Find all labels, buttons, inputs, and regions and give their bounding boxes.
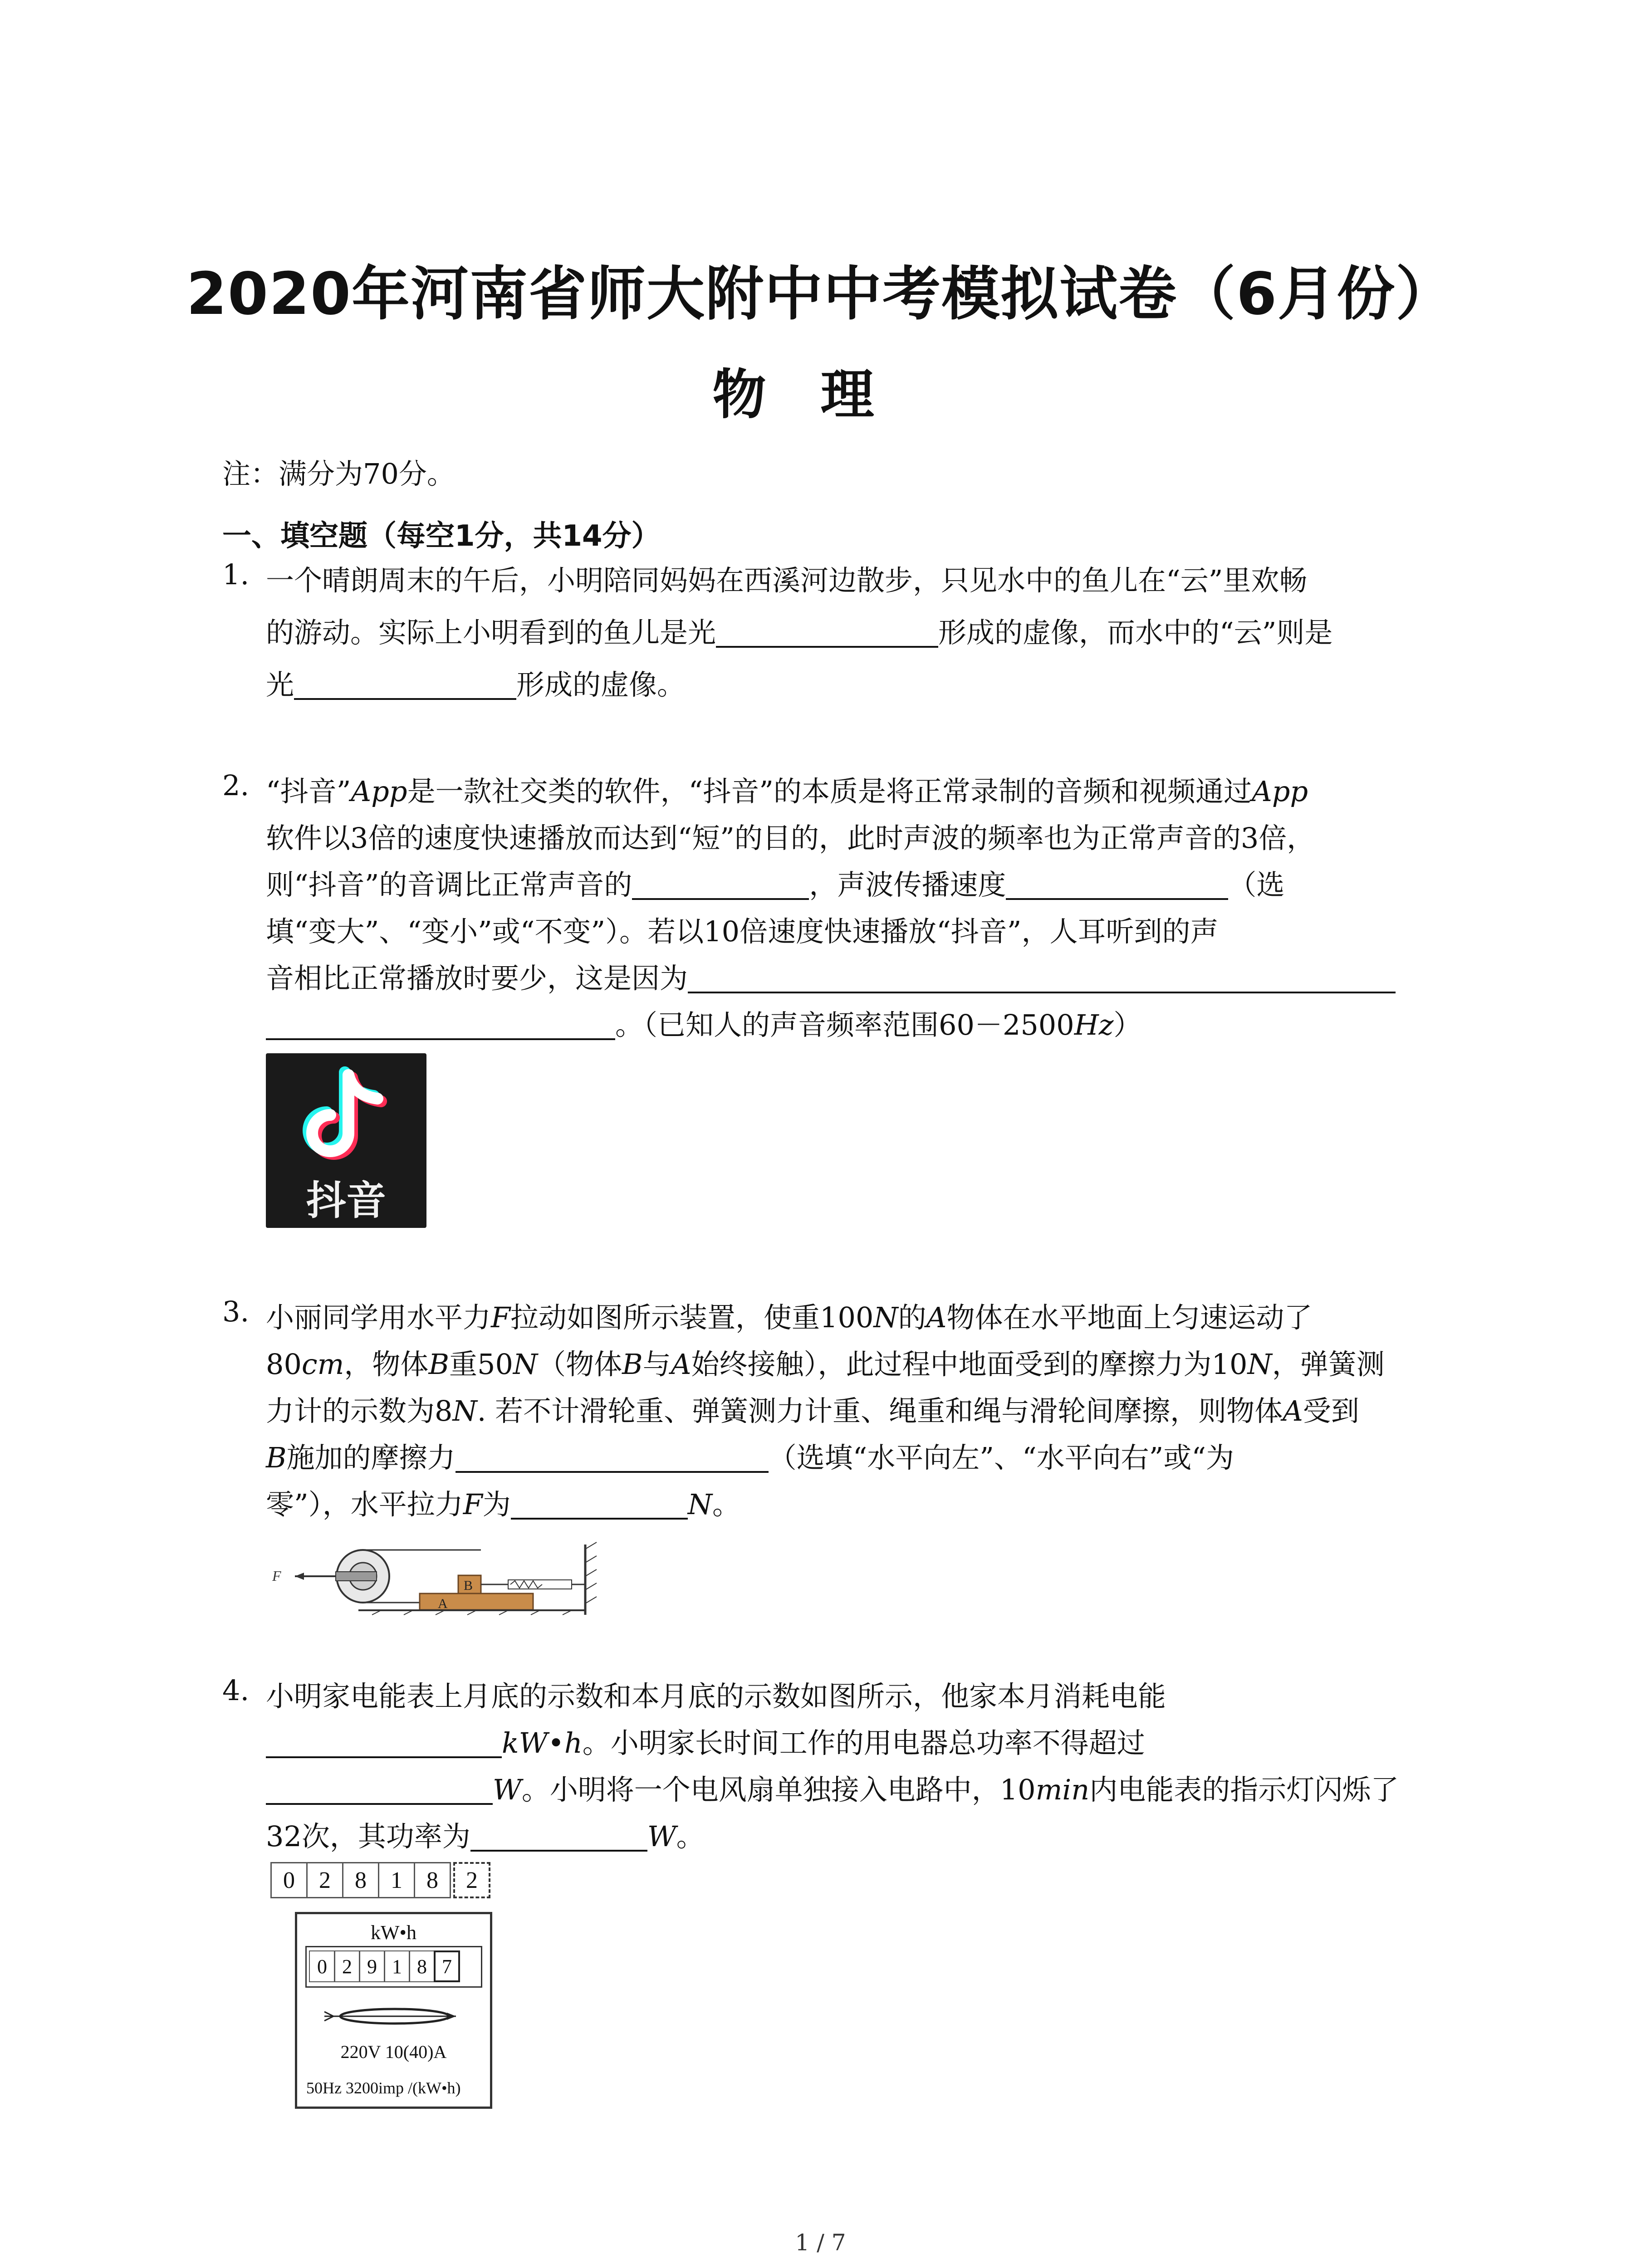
meter-spec-frequency: 50Hz 3200imp /(kW•h) (306, 2079, 461, 2097)
q2-app: App (351, 775, 407, 808)
digit: 8 (409, 1950, 435, 1982)
digit-decimal: 7 (434, 1950, 460, 1982)
block-b-label: B (464, 1578, 473, 1593)
q1-text: 一个晴朗周末的午后，小明陪同妈妈在西溪河边散步，只见水中的鱼儿在“云”里欢畅 (266, 564, 1308, 597)
q3-text: 的 (898, 1301, 926, 1334)
q2-app: App (1251, 775, 1308, 808)
q4-line-1 (266, 1674, 1166, 1714)
q1-text: 形成的虚像。 (516, 668, 686, 701)
q3-var: B (428, 1348, 449, 1381)
q4-text: 。 (676, 1820, 705, 1853)
question-number: 3. (222, 1295, 250, 1328)
q1-line-2 (266, 610, 1332, 650)
q2-text: 则“抖音”的音调比正常声音的 (266, 868, 632, 901)
q2-line-6 (266, 1002, 1141, 1043)
q4-text: 32次，其功率为 (266, 1820, 470, 1853)
digit: 2 (306, 1862, 343, 1898)
score-note: 注：满分为70分。 (222, 457, 455, 490)
question-number: 2. (222, 769, 250, 802)
q3-unit: N (452, 1394, 477, 1427)
answer-blank[interactable] (294, 671, 516, 700)
q4-unit: min (1035, 1773, 1090, 1806)
q2-text: 软件以3倍的速度快速播放而达到“短”的目的，此时声波的频率也为正常声音的3倍， (266, 821, 1315, 855)
meter-spec-voltage: 220V 10(40)A (340, 2042, 447, 2062)
q3-var: A (926, 1301, 947, 1334)
current-reading (309, 1950, 459, 1982)
q3-var: A (671, 1348, 691, 1381)
q3-text: 零”），水平拉力 (266, 1488, 463, 1521)
q2-line-5 (266, 956, 1396, 996)
meter-disc-icon (320, 1998, 470, 2034)
answer-blank[interactable] (266, 1729, 502, 1758)
q2-text: 音相比正常播放时要少，这是因为 (266, 962, 688, 995)
q4-unit: kW•h (502, 1726, 583, 1760)
q3-unit: N (687, 1488, 712, 1521)
block-a-label: A (438, 1596, 448, 1611)
digit: 0 (270, 1862, 308, 1898)
q4-unit: W (493, 1773, 522, 1806)
answer-blank[interactable] (716, 619, 938, 648)
q3-text: （选填“水平向左”、“水平向右”或“为 (768, 1441, 1234, 1474)
q3-text: ，弹簧测 (1272, 1348, 1385, 1381)
q1-line-3 (266, 662, 685, 703)
q1-line-1 (266, 558, 1307, 598)
douyin-logo (266, 1053, 426, 1228)
digit: 9 (359, 1950, 385, 1982)
q3-text: （物体 (538, 1348, 622, 1381)
answer-blank[interactable] (632, 871, 809, 900)
q3-text: 为 (482, 1488, 511, 1521)
q3-var: B (622, 1348, 643, 1381)
q3-text: ，物体 (344, 1348, 429, 1381)
q3-unit: N (1247, 1348, 1272, 1381)
answer-blank[interactable] (511, 1491, 688, 1520)
q3-unit: cm (301, 1348, 344, 1381)
answer-blank[interactable] (1006, 871, 1228, 900)
q4-line-2 (266, 1721, 1145, 1761)
q3-text: 重50 (449, 1348, 513, 1381)
music-note-icon (301, 1066, 392, 1166)
q2-text: ，声波传播速度 (809, 868, 1006, 901)
meter-unit: kW•h (371, 1921, 416, 1944)
digit: 8 (414, 1862, 451, 1898)
q1-text: 的游动。实际上小明看到的鱼儿是光 (266, 616, 716, 649)
digit: 1 (384, 1950, 410, 1982)
page-number: 1 / 7 (795, 2229, 846, 2256)
q3-line-5 (266, 1482, 740, 1522)
q3-var: F (491, 1301, 511, 1334)
q3-text: 小丽同学用水平力 (266, 1301, 491, 1334)
page-title: 2020年河南省师大附中中考模拟试卷（6月份） (186, 260, 1455, 328)
digit: 0 (309, 1950, 335, 1982)
q3-unit: N (513, 1348, 538, 1381)
answer-blank[interactable] (266, 1011, 615, 1040)
answer-blank[interactable] (456, 1444, 769, 1473)
q3-line-4 (266, 1435, 1234, 1476)
q3-text: 。 (712, 1488, 741, 1521)
q3-text: 力计的示数为8 (266, 1394, 453, 1427)
q3-text: 拉动如图所示装置，使重100 (510, 1301, 874, 1334)
q2-text: ） (1113, 1008, 1142, 1041)
q3-line-2 (266, 1342, 1385, 1382)
q2-text: （选 (1228, 868, 1285, 901)
digit: 2 (334, 1950, 360, 1982)
q3-line-3 (266, 1388, 1359, 1429)
q4-unit: W (647, 1820, 676, 1853)
q4-line-4 (266, 1814, 705, 1854)
pulley-figure (268, 1535, 649, 1617)
q2-text: 是一款社交类的软件，“抖音”的本质是将正常录制的音频和视频通过 (407, 775, 1252, 808)
pull-arrow-head (295, 1573, 304, 1580)
q2-line-4 (266, 909, 1218, 949)
pulley-frame (336, 1572, 377, 1581)
q2-line-2 (266, 816, 1315, 856)
section-heading: 一、填空题（每空1分，共14分） (222, 519, 661, 553)
q2-text: 填“变大”、“变小”或“不变”）。若以10倍速度快速播放“抖音”，人耳听到的声 (266, 915, 1219, 948)
q3-line-1 (266, 1295, 1312, 1335)
q2-line-3 (266, 862, 1284, 903)
subject-title: 物理 (712, 363, 929, 426)
digit: 1 (378, 1862, 415, 1898)
q2-unit: Hz (1074, 1008, 1114, 1041)
q4-line-3 (266, 1767, 1399, 1808)
q3-var: A (1283, 1394, 1303, 1427)
q3-unit: N (873, 1301, 898, 1334)
force-label: F (272, 1568, 281, 1584)
question-number: 4. (222, 1674, 250, 1707)
q3-text: 受到 (1303, 1394, 1359, 1427)
previous-reading (270, 1862, 489, 1898)
answer-blank[interactable] (470, 1823, 647, 1852)
q4-text: 。小明家长时间工作的用电器总功率不得超过 (582, 1726, 1145, 1760)
q3-text: 始终接触），此过程中地面受到的摩擦力为10 (691, 1348, 1248, 1381)
q3-text: . 若不计滑轮重、弹簧测力计重、绳重和绳与滑轮间摩擦，则物体 (477, 1394, 1283, 1427)
q1-text: 形成的虚像，而水中的“云”则是 (938, 616, 1333, 649)
q3-text: 与 (642, 1348, 671, 1381)
q3-text: 80 (266, 1348, 302, 1381)
q4-text: 。小明将一个电风扇单独接入电路中，10 (521, 1773, 1036, 1806)
q4-text: 内电能表的指示灯闪烁了 (1089, 1773, 1399, 1806)
q3-var: F (463, 1488, 483, 1521)
answer-blank[interactable] (688, 964, 1396, 993)
block-a (420, 1593, 533, 1610)
q3-var: B (266, 1441, 287, 1474)
q3-text: 物体在水平地面上匀速运动了 (946, 1301, 1313, 1334)
q2-text: 。（已知人的声音频率范围60－2500 (615, 1008, 1074, 1041)
answer-blank[interactable] (266, 1776, 493, 1805)
q4-text: 小明家电能表上月底的示数和本月底的示数如图所示，他家本月消耗电能 (266, 1680, 1166, 1713)
q1-text: 光 (266, 668, 294, 701)
q3-text: 施加的摩擦力 (286, 1441, 456, 1474)
digit: 8 (342, 1862, 379, 1898)
digit-decimal: 2 (453, 1862, 490, 1898)
question-number: 1. (222, 558, 250, 591)
electric-meter (295, 1912, 492, 2109)
q2-line-1 (266, 769, 1308, 809)
logo-text: 抖音 (306, 1177, 386, 1224)
q2-text: “抖音” (266, 775, 351, 808)
